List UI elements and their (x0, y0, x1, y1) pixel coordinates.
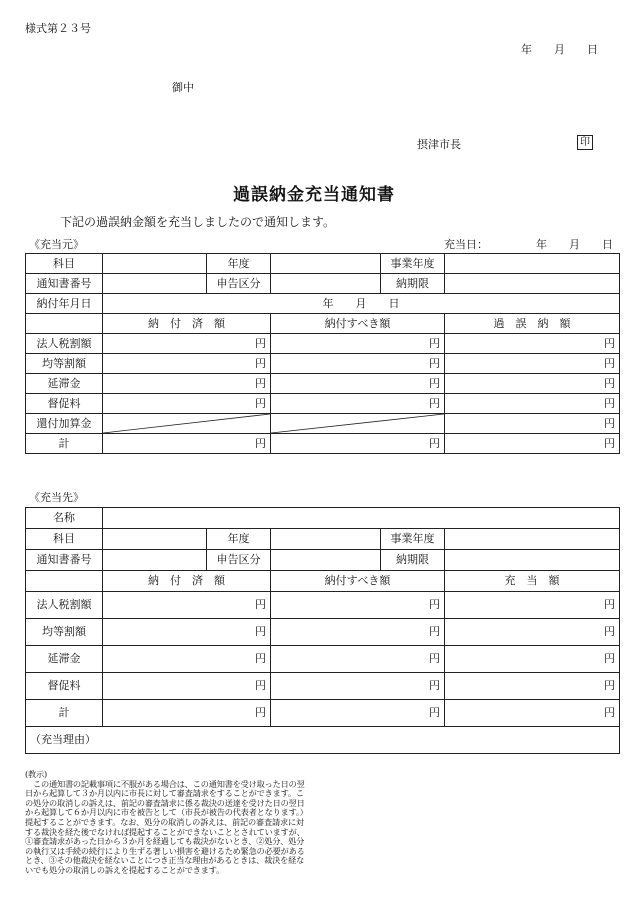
paid-header: 納 付 済 額 (103, 314, 271, 334)
overpaid-amount[interactable]: 円 (445, 434, 620, 454)
notice-no-label: 通知書番号 (26, 274, 103, 294)
table-row (26, 571, 620, 592)
table-row (26, 314, 620, 334)
fiscal-year-field[interactable] (271, 529, 381, 550)
payable-amount[interactable]: 円 (271, 434, 445, 454)
overpaid-amount[interactable]: 円 (445, 374, 620, 394)
table-row (26, 274, 620, 294)
table-row (26, 434, 620, 454)
table-row (26, 414, 620, 434)
payable-amount[interactable]: 円 (271, 646, 445, 673)
payment-date-label: 納付年月日 (26, 294, 103, 314)
payable-amount[interactable]: 円 (271, 700, 445, 727)
subject-label: 科目 (26, 254, 103, 274)
notice-line: の処分の取消しの訴えは、前記の審査請求に係る裁決の送達を受けた日の翌日 (25, 797, 305, 808)
applied-amount[interactable]: 円 (445, 700, 620, 727)
paid-amount[interactable]: 円 (103, 334, 271, 354)
table-row (26, 727, 620, 754)
notice-block (25, 770, 385, 876)
overpaid-amount[interactable]: 円 (445, 354, 620, 374)
table-row (26, 294, 620, 314)
total-label: 計 (26, 700, 103, 727)
refund-interest-label: 還付加算金 (26, 414, 103, 434)
per-capita-label: 均等割額 (26, 619, 103, 646)
per-capita-label: 均等割額 (26, 354, 103, 374)
reason-field[interactable]: （充当理由） (26, 727, 620, 754)
notice-line: から起算して６か月以内に市を被告として（市長が被告の代表者となります。） (25, 807, 308, 818)
diagonal-strike (103, 414, 271, 434)
payable-header: 納付すべき額 (271, 314, 445, 334)
due-field[interactable] (445, 550, 620, 571)
paid-amount[interactable]: 円 (103, 434, 271, 454)
business-year-label: 事業年度 (381, 254, 445, 274)
issuer-name: 摂津市長 (417, 138, 461, 151)
payable-amount[interactable]: 円 (271, 354, 445, 374)
notice-line: 日から起算して３か月以内に市長に対して審査請求をすることができます。こ (25, 788, 304, 799)
notice-no-label: 通知書番号 (26, 550, 103, 571)
source-table (25, 253, 620, 454)
overpaid-amount[interactable]: 円 (445, 414, 620, 434)
overpaid-amount[interactable]: 円 (445, 394, 620, 414)
paid-amount[interactable]: 円 (103, 592, 271, 619)
header-blank (26, 571, 103, 592)
subject-label: 科目 (26, 529, 103, 550)
notice-title: (教示) (25, 769, 47, 779)
payable-amount[interactable]: 円 (271, 673, 445, 700)
notice-line: この通知書の記載事項に不服がある場合は、この通知書を受け取った日の翌 (25, 778, 305, 789)
paid-amount[interactable]: 円 (103, 374, 271, 394)
filing-type-label: 申告区分 (207, 274, 271, 294)
destination-table (25, 507, 620, 754)
total-label: 計 (26, 434, 103, 454)
diagonal-strike (271, 414, 445, 434)
business-year-field[interactable] (445, 254, 620, 274)
notice-line: 提起することができます。なお、処分の取消しの訴えは、前記の審査請求に対 (25, 816, 304, 827)
notice-line: の執行又は手続の続行により生ずる著しい損害を避けるため緊急の必要がある (25, 845, 305, 856)
payable-amount[interactable]: 円 (271, 374, 445, 394)
filing-type-field[interactable] (271, 550, 381, 571)
applied-amount[interactable]: 円 (445, 646, 620, 673)
dunning-fee-label: 督促料 (26, 673, 103, 700)
apply-date-label: 充当日： (444, 238, 488, 251)
addressee-suffix: 御中 (172, 81, 194, 94)
notice-line: いでも処分の取消しの訴えを提起することができます。 (25, 864, 225, 875)
table-row (26, 592, 620, 619)
payable-header: 納付すべき額 (271, 571, 445, 592)
notice-line: ①審査請求があった日から３か月を経過しても裁決がないとき、②処分、処分 (25, 836, 305, 847)
applied-amount[interactable]: 円 (445, 619, 620, 646)
due-label: 納期限 (381, 274, 445, 294)
paid-amount[interactable]: 円 (103, 394, 271, 414)
paid-amount[interactable]: 円 (103, 354, 271, 374)
fiscal-year-label: 年度 (207, 254, 271, 274)
intro-text: 下記の過誤納金額を充当しましたので通知します。 (60, 215, 336, 229)
subject-field[interactable] (103, 529, 207, 550)
table-row (26, 529, 620, 550)
name-label: 名称 (26, 508, 103, 529)
late-fee-label: 延滞金 (26, 374, 103, 394)
paid-header: 納 付 済 額 (103, 571, 271, 592)
subject-field[interactable] (103, 254, 207, 274)
applied-amount[interactable]: 円 (445, 673, 620, 700)
table-row (26, 619, 620, 646)
payable-amount[interactable]: 円 (271, 394, 445, 414)
apply-date-value: 年 月 日 (536, 238, 613, 251)
corp-tax-label: 法人税割額 (26, 334, 103, 354)
late-fee-label: 延滞金 (26, 646, 103, 673)
paid-amount[interactable]: 円 (103, 700, 271, 727)
fiscal-year-field[interactable] (271, 254, 381, 274)
section-source-label: 《充当元》 (29, 238, 84, 251)
payment-date-field[interactable]: 年 月 日 (103, 294, 620, 314)
filing-type-label: 申告区分 (207, 550, 271, 571)
table-row (26, 673, 620, 700)
payable-amount[interactable]: 円 (271, 619, 445, 646)
overpaid-amount[interactable]: 円 (445, 334, 620, 354)
notice-no-field[interactable] (103, 550, 207, 571)
business-year-label: 事業年度 (381, 529, 445, 550)
applied-header: 充 当 額 (445, 571, 620, 592)
table-row (26, 508, 620, 529)
payable-amount[interactable]: 円 (271, 334, 445, 354)
notice-no-field[interactable] (103, 274, 207, 294)
fiscal-year-label: 年度 (207, 529, 271, 550)
corp-tax-label: 法人税割額 (26, 592, 103, 619)
notice-line: する裁決を経た後でなければ提起することができないこととされていますが、 (25, 826, 305, 837)
paid-amount[interactable]: 円 (103, 673, 271, 700)
payable-amount[interactable]: 円 (271, 592, 445, 619)
table-row (26, 550, 620, 571)
notice-line: とき、③その他裁決を経ないことにつき正当な理由があるときは、裁決を経な (25, 855, 305, 866)
table-row (26, 374, 620, 394)
issue-date: 年 月 日 (521, 43, 598, 56)
paid-amount[interactable]: 円 (103, 646, 271, 673)
header-blank (26, 314, 103, 334)
seal-mark: 印 (577, 135, 593, 150)
due-field[interactable] (445, 274, 620, 294)
due-label: 納期限 (381, 550, 445, 571)
overpaid-header: 過 誤 納 額 (445, 314, 620, 334)
filing-type-field[interactable] (271, 274, 381, 294)
applied-amount[interactable]: 円 (445, 592, 620, 619)
name-field[interactable] (103, 508, 620, 529)
dunning-fee-label: 督促料 (26, 394, 103, 414)
business-year-field[interactable] (445, 529, 620, 550)
table-row (26, 334, 620, 354)
table-row (26, 394, 620, 414)
table-row (26, 254, 620, 274)
section-destination-label: 《充当先》 (29, 491, 84, 504)
table-row (26, 700, 620, 727)
form-number: 様式第２３号 (25, 22, 91, 35)
table-row (26, 354, 620, 374)
document-title: 過誤納金充当通知書 (233, 185, 395, 205)
table-row (26, 646, 620, 673)
paid-amount[interactable]: 円 (103, 619, 271, 646)
